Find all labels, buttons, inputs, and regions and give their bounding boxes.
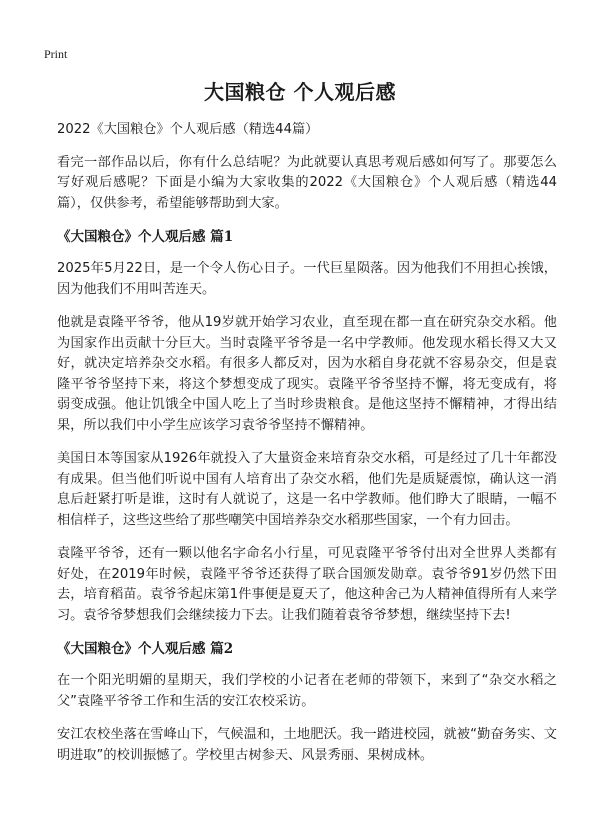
paragraph: 美国日本等国家从1926年就投入了大量资金来培育杂交水稻，可是经过了几十年都没有成果。但当他们听说中国有人培育出了杂交水稻，他们先是质疑震惊，确认这一消息后赶紧打听是谁，这时有人就说了，这是一名中学教师。他们睁大了眼睛，一幅不相信样子，这些这些给了那些嘲笑中国培养杂交水稻那些国家，一个有力回击。: [57, 451, 557, 528]
paragraph: 袁隆平爷爷，还有一颗以他名字命名小行星，可见袁隆平爷爷付出对全世界人类都有好处，在2019年时候，袁隆平爷爷还获得了联合国颁发勋章。袁爷爷91岁仍然下田去，培育稻苗。袁爷爷起床第1件事便是夏天了，他这种舍己为人精神值得所有人来学习。袁爷爷梦想我们会继续接力下去。让我们随着袁爷爷梦想，继续坚持下去!: [57, 546, 557, 623]
paragraph: 他就是袁隆平爷爷，他从19岁就开始学习农业，直至现在都一直在研究杂交水稻。他为国家作出贡献十分巨大。当时袁隆平爷爷是一名中学教师。他发现水稻长得又大又好，就决定培养杂交水稻。有很多人都反对，因为水稻自身花就不容易杂交，但是袁隆平爷爷坚持下来，将这个梦想变成了现实。袁隆平爷爷坚持不懈，将无变成有，将弱变成强。他让饥饿全中国人吃上了当时珍贵粮食。是他这坚持不懈精神，才得出结果，所以我们中小学生应该学习袁爷爷坚持不懈精神。: [57, 315, 557, 433]
article-subtitle: 2022《大国粮仓》个人观后感（精选44篇）: [57, 122, 319, 137]
paragraph: 2025年5月22日，是一个令人伤心日子。一代巨星陨落。因为他我们不用担心挨饿，因为他我们不用叫苦连天。: [57, 261, 557, 297]
print-label[interactable]: Print: [44, 47, 68, 61]
page-title: 大国粮仓 个人观后感: [204, 80, 396, 104]
article-body: [57, 120, 557, 779]
section-heading: 《大国粮仓》个人观后感 篇1: [57, 229, 234, 245]
paragraph: 在一个阳光明媚的星期天，我们学校的小记者在老师的带领下，来到了“杂交水稻之父”袁隆平爷爷工作和生活的安江农校采访。: [57, 673, 557, 709]
section-heading: 《大国粮仓》个人观后感 篇2: [57, 641, 234, 657]
paragraph: 安江农校坐落在雪峰山下，气候温和，土地肥沃。我一踏进校园，就被“勤奋务实、文明进取”的校训振憾了。学校里古树参天、风景秀丽、果树成林。: [57, 727, 557, 763]
article-intro: 看完一部作品以后，你有什么总结呢？为此就要认真思考观后感如何写了。那要怎么写好观后感呢？下面是小编为大家收集的2022《大国粮仓》个人观后感（精选44篇），仅供参考，希望能够帮助到大家。: [57, 154, 557, 211]
